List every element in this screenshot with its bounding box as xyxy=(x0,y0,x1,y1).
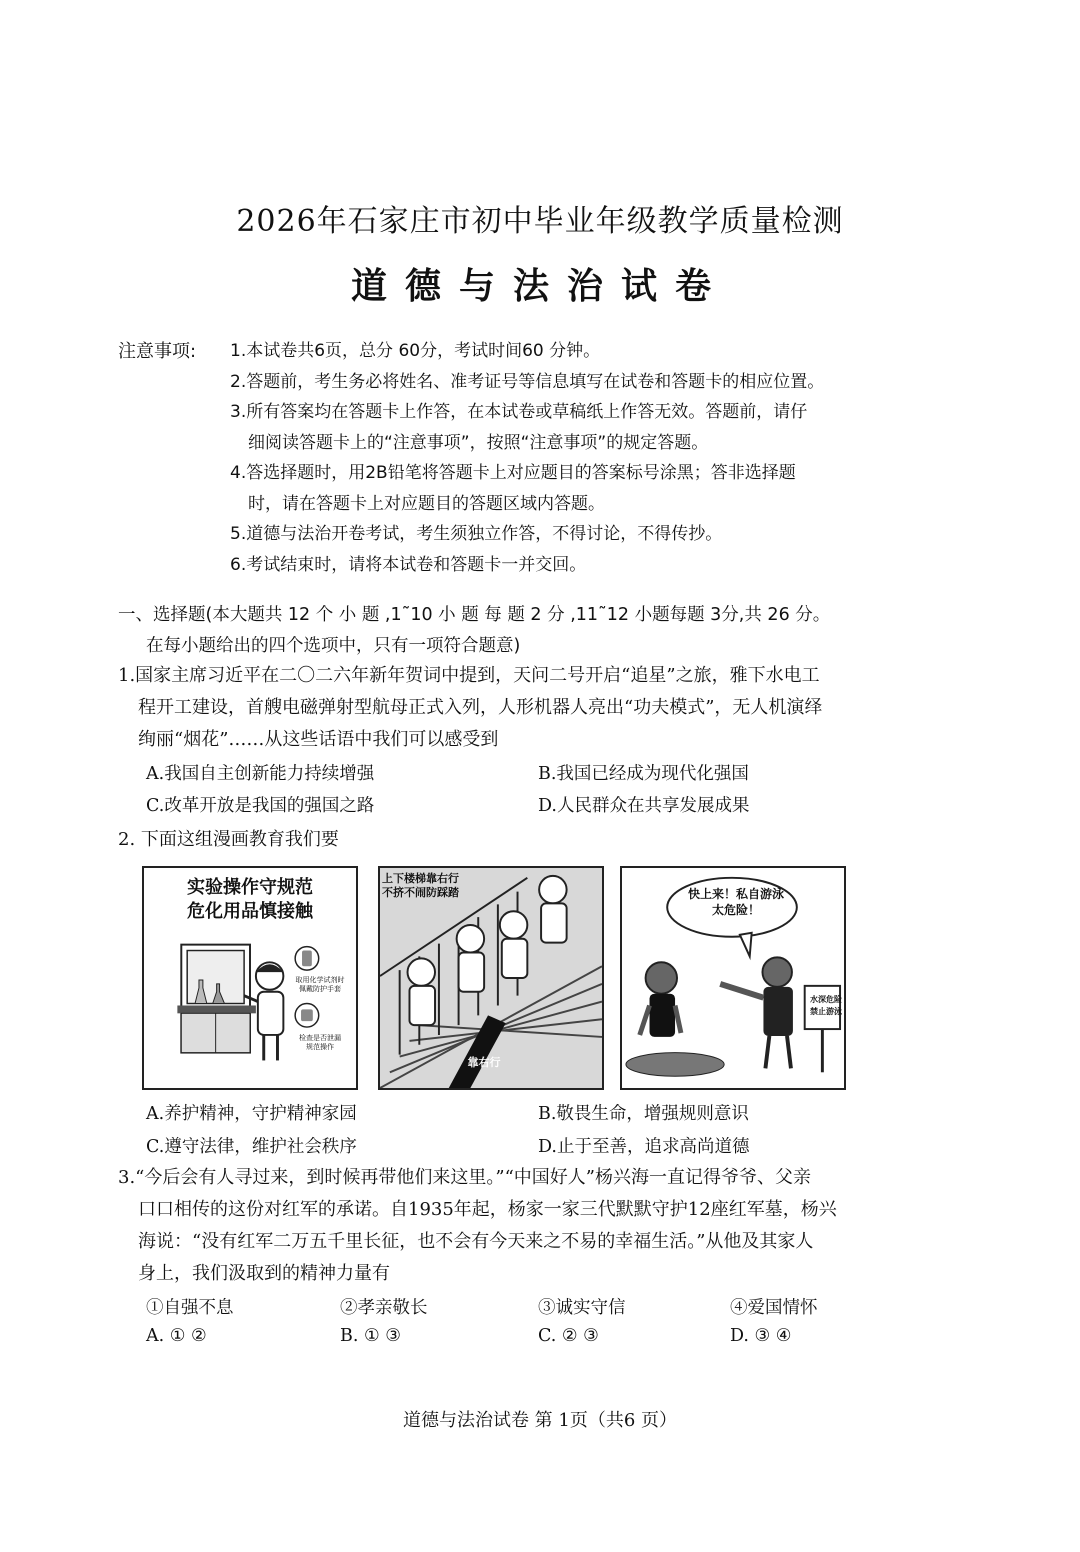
option-a[interactable]: A.养护精神，守护精神家园 xyxy=(146,1104,357,1124)
question-3 xyxy=(118,1162,933,1290)
notice-item-continuation: 时，请在答题卡上对应题目的答题区域内答题。 xyxy=(248,493,605,514)
panel-lab-caption-line2: 危化用品慎接触 xyxy=(187,901,313,922)
section-heading xyxy=(118,600,938,662)
question-1-stem-line1: 1.国家主席习近平在二〇二六年新年贺词中提到，天问二号开启“追星”之旅，雅下水电工 xyxy=(118,665,820,686)
question-1-stem-line2: 程开工建设，首艘电磁弹射型航母正式入列，人形机器人亮出“功夫模式”，无人机演绎 xyxy=(138,697,823,718)
panel-swim-sign-line1: 水深危险 xyxy=(810,995,842,1004)
question-3-stem-line4: 身上，我们汲取到的精神力量有 xyxy=(138,1263,390,1284)
question-1 xyxy=(118,660,933,756)
comic-panel-stairs xyxy=(378,866,604,1090)
choice-4: ④爱国情怀 xyxy=(730,1298,818,1318)
comic-panel-swim xyxy=(620,866,846,1090)
option-c[interactable]: C.改革开放是我国的强国之路 xyxy=(146,796,375,816)
notice-item-6 xyxy=(230,550,930,581)
option-d[interactable]: D.止于至善，追求高尚道德 xyxy=(538,1137,750,1157)
option-b[interactable]: B.我国已经成为现代化强国 xyxy=(538,764,749,784)
section-heading-line1: 一、选择题(本大题共 12 个 小 题 ,1˜10 小 题 每 题 2 分 ,11˜12 小题每题 3分,共 26 分。 xyxy=(118,605,831,625)
question-2-stem: 2. 下面这组漫画教育我们要 xyxy=(118,829,339,850)
panel-stairs-arrow-label: 靠右行 xyxy=(467,1056,501,1069)
exam-subtitle: 道德与法治试卷 xyxy=(350,266,729,307)
option-d[interactable]: D.人民群众在共享发展成果 xyxy=(538,796,750,816)
panel-stairs-caption-line2: 不挤不闹防踩踏 xyxy=(382,886,459,899)
notice-item-text: 5.道德与法治开卷考试，考生须独立作答，不得讨论，不得传抄。 xyxy=(230,524,723,544)
option-c[interactable]: C. ② ③ xyxy=(538,1326,599,1346)
choice-3: ③诚实守信 xyxy=(538,1298,626,1318)
panel-lab-label-2 xyxy=(290,1034,350,1052)
notice-item-text: 1.本试卷共6页，总分 60分，考试时间60 分钟。 xyxy=(230,341,601,361)
option-c[interactable]: C.遵守法律，维护社会秩序 xyxy=(146,1137,357,1157)
panel-lab-label-1 xyxy=(290,976,350,994)
notice-item-text: 4.答选择题时，用2B铅笔将答题卡上对应题目的答案标号涂黑；答非选择题 xyxy=(230,463,796,483)
choice-2: ②孝亲敬长 xyxy=(340,1298,428,1318)
panel-stairs-caption xyxy=(382,872,482,900)
panel-lab-label-1-line2: 佩戴防护手套 xyxy=(299,985,341,993)
panel-lab-label-2-line1: 检查是否泄漏 xyxy=(299,1034,341,1042)
question-3-stem-line1: 3.“今后会有人寻过来，到时候再带他们来这里。”“中国好人”杨兴海一直记得爷爷、父亲 xyxy=(118,1167,811,1188)
notice-label: 注意事项: xyxy=(118,341,197,362)
comic-panel-lab xyxy=(142,866,358,1090)
panel-swim-sign-line2: 禁止游泳 xyxy=(810,1007,842,1016)
option-b[interactable]: B. ① ③ xyxy=(340,1326,401,1346)
panel-lab-caption xyxy=(144,876,356,924)
question-2 xyxy=(118,824,933,856)
question-3-stem-line2: 口口相传的这份对红军的承诺。自1935年起，杨家一家三代默默守护12座红军墓，杨兴 xyxy=(138,1199,837,1220)
notice-item-5 xyxy=(230,519,930,550)
option-d[interactable]: D. ③ ④ xyxy=(730,1326,792,1346)
question-1-stem-line3: 绚丽“烟花”……从这些话语中我们可以感受到 xyxy=(138,729,499,750)
notice-item-1 xyxy=(230,336,930,367)
option-a[interactable]: A. ① ② xyxy=(146,1326,207,1346)
section-heading-line2: 在每小题给出的四个选项中，只有一项符合题意) xyxy=(146,636,521,656)
notice-item-text: 2.答题前，考生务必将姓名、准考证号等信息填写在试卷和答题卡的相应位置。 xyxy=(230,371,825,392)
notice-item-4 xyxy=(230,458,930,519)
panel-stairs-caption-line1: 上下楼梯靠右行 xyxy=(382,872,459,885)
exam-title: 2026年石家庄市初中毕业年级教学质量检测 xyxy=(236,204,844,239)
notice-item-2 xyxy=(230,367,930,398)
panel-swim-bubble xyxy=(666,886,806,918)
option-b[interactable]: B.敬畏生命，增强规则意识 xyxy=(538,1104,749,1124)
question-3-stem-line3: 海说：“没有红军二万五千里长征，也不会有今天来之不易的幸福生活。”从他及其家人 xyxy=(138,1231,814,1252)
option-a[interactable]: A.我国自主创新能力持续增强 xyxy=(146,764,375,784)
choice-1: ①自强不息 xyxy=(146,1298,234,1318)
panel-lab-label-2-line2: 规范操作 xyxy=(306,1043,334,1051)
panel-swim-bubble-line1: 快上来！私自游泳 xyxy=(687,887,784,901)
panel-lab-caption-line1: 实验操作守规范 xyxy=(187,877,313,898)
panel-swim-bubble-line2: 太危险！ xyxy=(711,903,760,917)
notice-list xyxy=(230,336,930,580)
notice-item-3 xyxy=(230,397,930,458)
notice-item-text: 6.考试结束时，请将本试卷和答题卡一并交回。 xyxy=(230,554,587,575)
page-footer: 道德与法治试卷 第 1页（共6 页） xyxy=(402,1410,678,1431)
panel-lab-label-1-line1: 取用化学试剂时 xyxy=(295,976,345,984)
notice-item-text: 3.所有答案均在答题卡上作答，在本试卷或草稿纸上作答无效。答题前，请仔 xyxy=(230,402,808,422)
panel-swim-sign xyxy=(808,994,844,1018)
notice-item-continuation: 细阅读答题卡上的“注意事项”，按照“注意事项”的规定答题。 xyxy=(248,432,709,453)
